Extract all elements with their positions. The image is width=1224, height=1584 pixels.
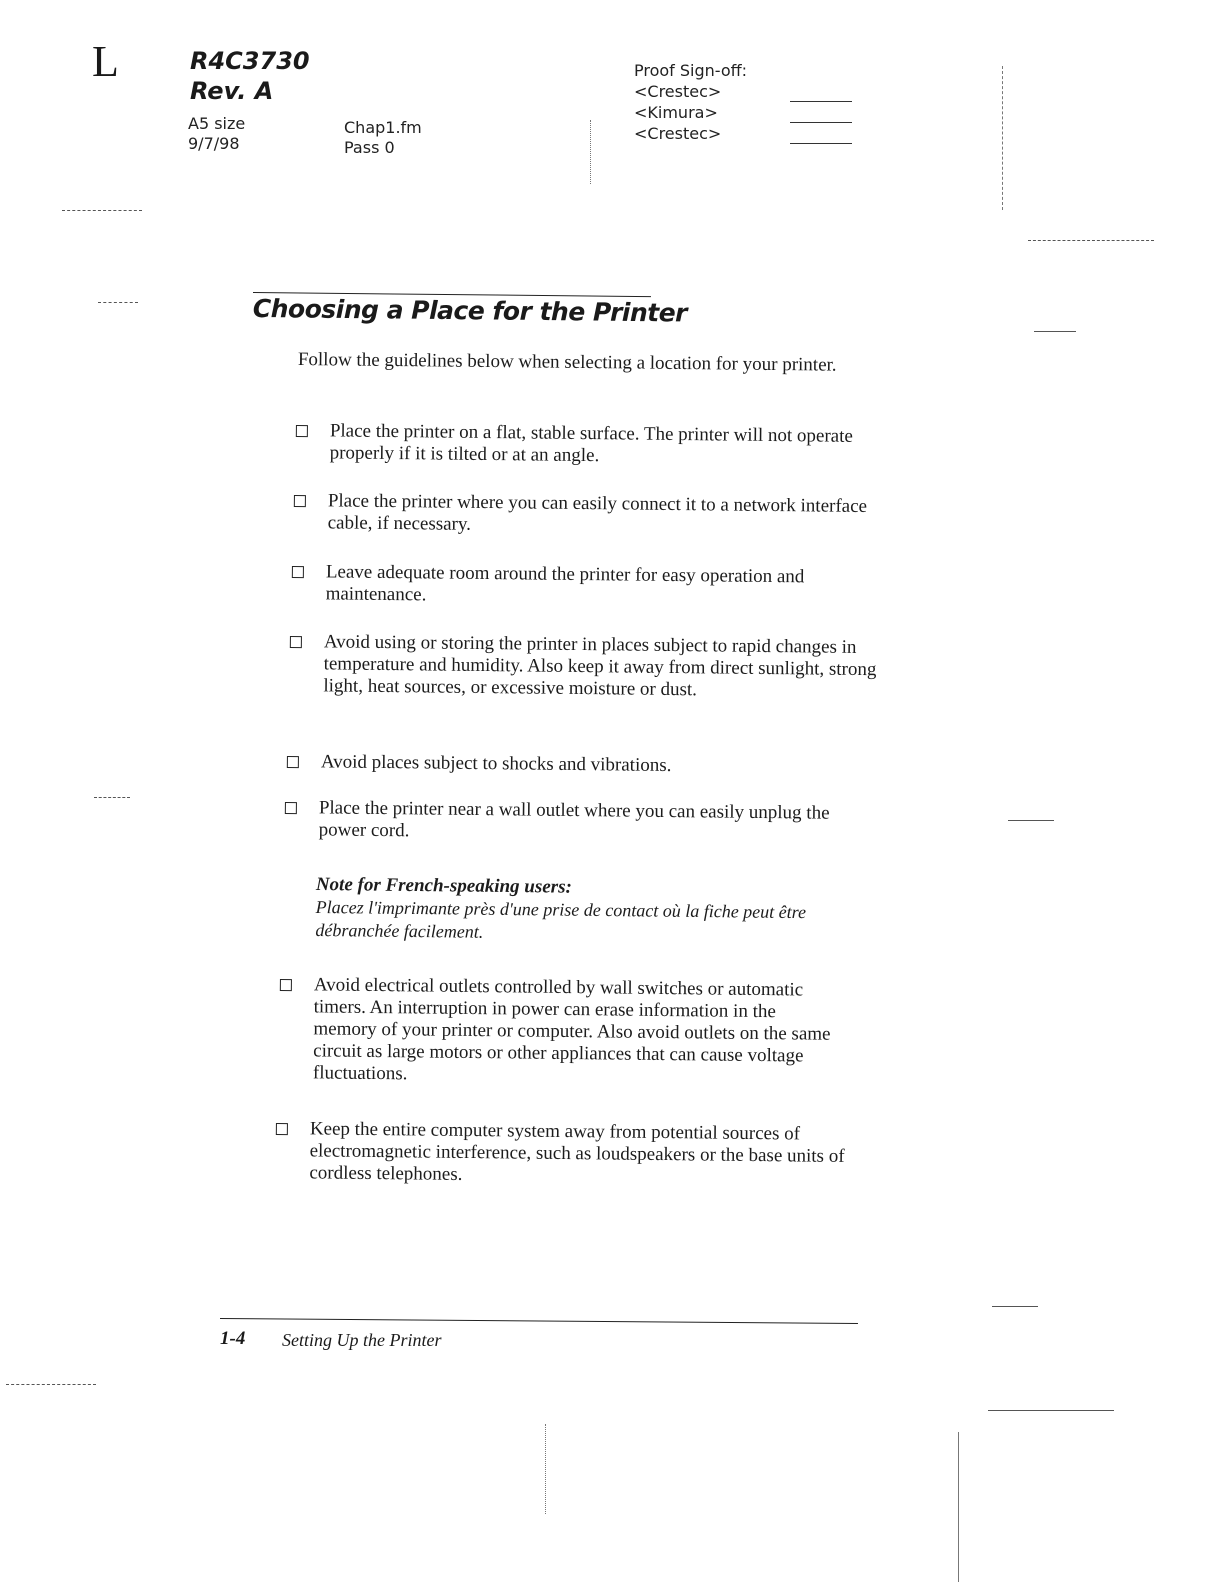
page-number: 1-4 <box>220 1328 246 1349</box>
doc-code: R4C3730 <box>190 47 310 75</box>
crop-mark <box>958 1432 959 1582</box>
list-item-text: Avoid electrical outlets controlled by wall switches or automatic timers. An interruption in power can erase information in the memory of your printer or computer. Also avoid outlets on the same circuit as large motors or other appliances that can cause voltage fluctuations. <box>312 974 831 1085</box>
checkbox-bullet-icon <box>290 636 302 648</box>
list-item <box>294 490 882 540</box>
signoff-entry: <Kimura> <box>634 103 718 122</box>
list-item-text: Avoid places subject to shocks and vibrations. <box>320 751 672 777</box>
doc-size: A5 size <box>188 114 246 133</box>
list-item <box>285 797 873 847</box>
checkbox-bullet-icon <box>294 495 306 507</box>
doc-identifier <box>190 46 310 106</box>
doc-file: Chap1.fm <box>344 118 422 137</box>
note-body: Placez l'imprimante près d'une prise de contact où la fiche peut être débranchée facilement. <box>315 896 807 942</box>
crop-mark <box>94 797 130 798</box>
signoff-entry: <Crestec> <box>634 82 722 101</box>
crop-mark <box>1002 66 1003 210</box>
signoff-line <box>790 122 852 123</box>
footer-chapter-title: Setting Up the Printer <box>282 1330 442 1350</box>
crop-mark <box>992 1306 1038 1307</box>
crop-mark <box>1008 820 1054 821</box>
list-item-text: Place the printer on a flat, stable surface. The printer will not operate properly if it is tilted or at an angle. <box>329 420 853 467</box>
crop-mark <box>62 210 142 211</box>
list-item-text: Place the printer near a wall outlet where you can easily unplug the power cord. <box>318 797 830 842</box>
checkbox-bullet-icon <box>296 425 308 437</box>
crop-mark <box>6 1384 96 1385</box>
section-title: Choosing a Place for the Printer <box>252 294 688 328</box>
signoff-line <box>790 143 852 144</box>
list-item-text: Keep the entire computer system away from potential sources of electromagnetic interference, such as loudspeakers or the base units of cordless telephones. <box>309 1118 845 1185</box>
corner-letter: L <box>92 37 119 86</box>
list-item <box>279 974 840 1090</box>
checkbox-bullet-icon <box>287 756 299 768</box>
crop-mark <box>98 302 138 303</box>
revision: Rev. A <box>190 77 274 105</box>
doc-file-pass <box>344 118 422 158</box>
doc-size-date <box>188 114 245 154</box>
list-item <box>287 751 875 779</box>
checkbox-bullet-icon <box>292 566 304 578</box>
list-item <box>289 631 878 703</box>
note-title: Note for French-speaking users: <box>315 874 572 898</box>
list-item <box>296 420 884 470</box>
checkbox-bullet-icon <box>276 1123 288 1135</box>
list-item-text: Leave adequate room around the printer for easy operation and maintenance. <box>325 561 805 606</box>
list-item <box>292 561 880 611</box>
doc-date: 9/7/98 <box>188 134 240 153</box>
crop-mark <box>590 120 591 184</box>
crop-mark <box>1028 240 1154 241</box>
signoff-entry: <Crestec> <box>634 124 722 143</box>
signoff-label: Proof Sign-off: <box>634 61 748 80</box>
doc-pass: Pass 0 <box>344 138 395 157</box>
crop-mark <box>1034 331 1076 332</box>
intro-paragraph: Follow the guidelines below when selecting a location for your printer. <box>297 349 837 376</box>
list-item-text: Place the printer where you can easily connect it to a network interface cable, if necessary. <box>327 490 868 535</box>
crop-mark <box>988 1410 1114 1411</box>
crop-mark <box>545 1424 546 1514</box>
list-item-text: Avoid using or storing the printer in places subject to rapid changes in temperature and humidity. Also keep it away from direct sunlight, strong light, heat sources, or excessive moisture or dust. <box>323 631 877 701</box>
footer-rule <box>220 1318 858 1324</box>
proof-signoff <box>634 60 747 144</box>
checkbox-bullet-icon <box>280 979 292 991</box>
french-note <box>315 874 876 948</box>
list-item <box>275 1118 866 1190</box>
signoff-line <box>790 101 852 102</box>
checkbox-bullet-icon <box>285 802 297 814</box>
